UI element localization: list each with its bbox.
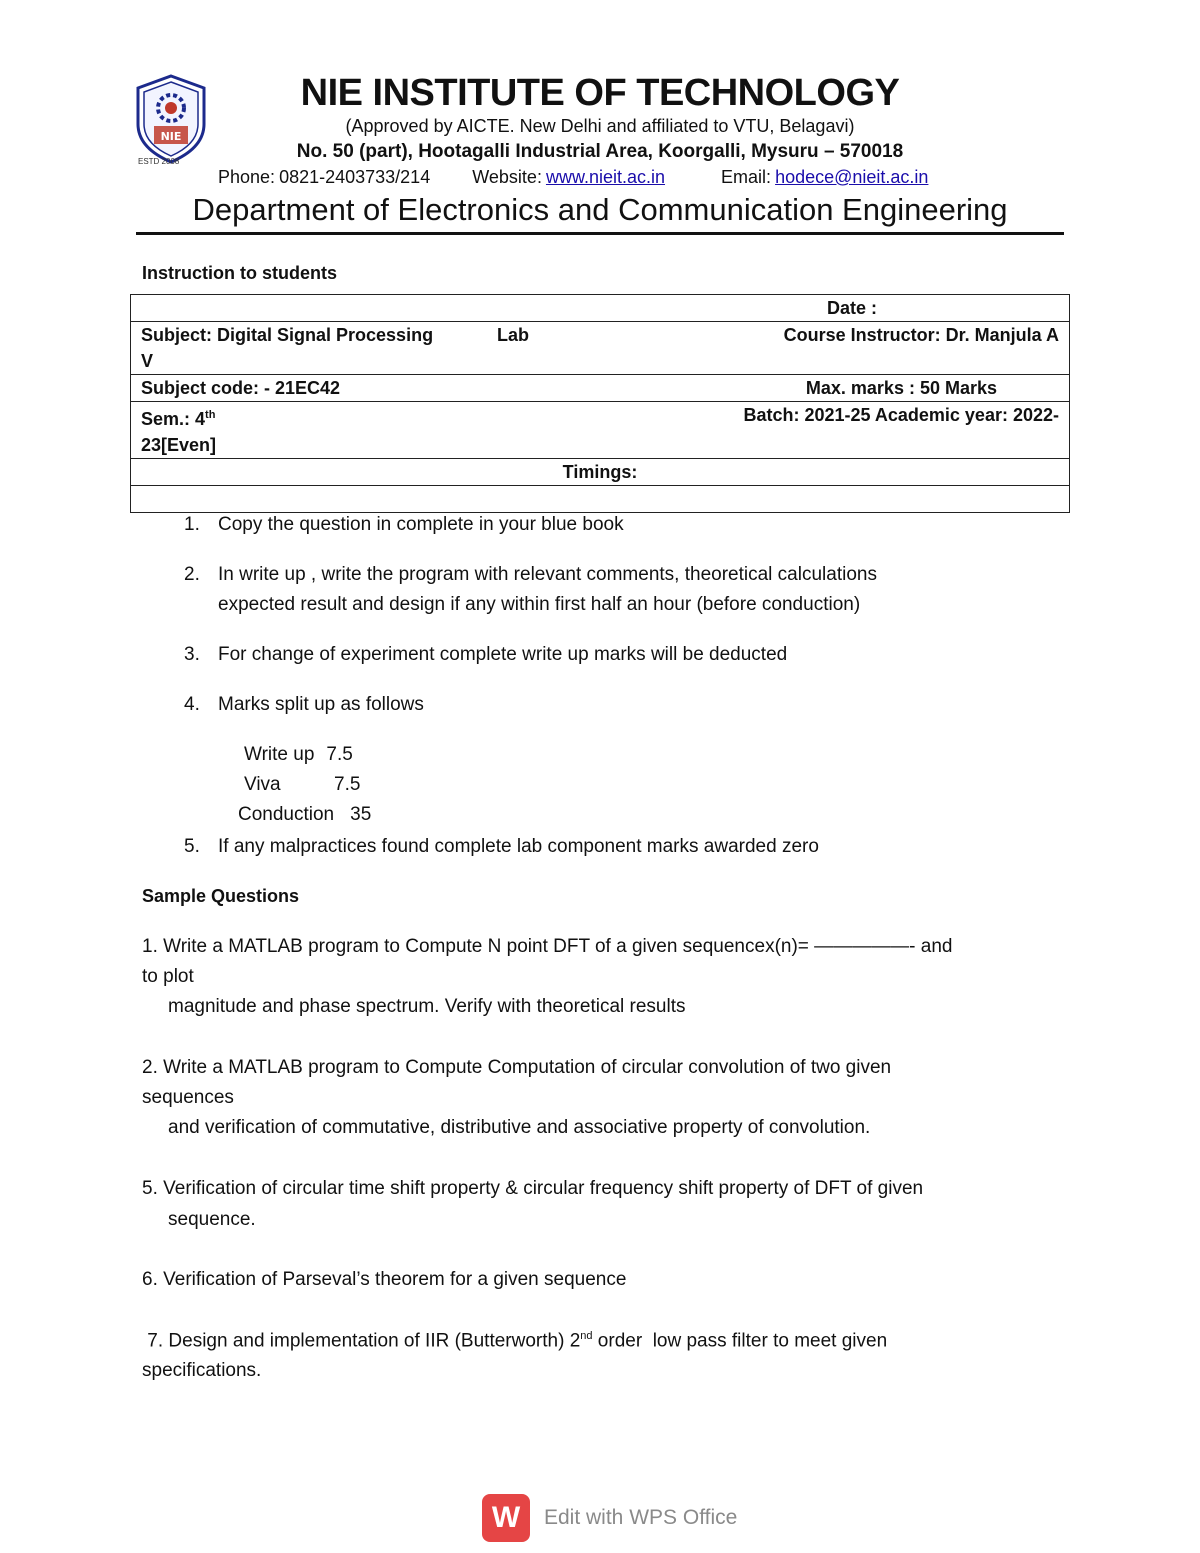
semester-suffix: th <box>205 409 216 421</box>
subject-code-cell <box>131 375 1070 402</box>
subject-continuation: V <box>141 351 154 371</box>
question-1-line-3: magnitude and phase spectrum. Verify with theoretical results <box>168 996 686 1017</box>
empty-cell <box>131 486 1070 513</box>
logo-caption: ESTD 2008 <box>138 157 180 166</box>
table-row <box>131 402 1070 459</box>
list-item: 5. If any malpractices found complete lab component marks awarded zero <box>184 836 819 857</box>
timings-cell <box>131 459 1070 486</box>
sem-cell <box>131 402 1070 459</box>
website-link[interactable]: www.nieit.ac.in <box>545 167 666 187</box>
list-item: 2. In write up , write the program with relevant comments, theoretical calculations <box>184 564 877 585</box>
wps-logo-icon: W <box>482 1494 530 1542</box>
question-2-line-2: sequences <box>142 1087 234 1108</box>
phone-label: Phone: <box>218 167 276 187</box>
phone-number: 0821-2403733/214 <box>279 167 431 187</box>
date-cell <box>131 295 1070 322</box>
svg-text:NIE: NIE <box>160 130 182 143</box>
question-2-line-1: 2. Write a MATLAB program to Compute Computation of circular convolution of two given <box>142 1057 892 1078</box>
year-continuation: 23[Even] <box>141 435 217 455</box>
list-item-continuation: expected result and design if any within first half an hour (before conduction) <box>218 594 861 615</box>
email-link[interactable]: hodece@nieit.ac.in <box>775 167 929 187</box>
logo-crest-icon <box>132 72 210 168</box>
table-row <box>131 459 1070 486</box>
question-7-line-2: specifications. <box>142 1360 262 1381</box>
sample-questions-heading: Sample Questions <box>142 886 300 906</box>
subject-cell <box>131 322 1070 375</box>
contact-line <box>218 167 928 188</box>
wps-edit-banner[interactable] <box>482 1494 742 1542</box>
max-marks: Max. marks : 50 Marks <box>805 378 997 398</box>
question-1-line-2: to plot <box>142 966 194 987</box>
header-divider <box>136 232 1064 235</box>
address-line: No. 50 (part), Hootagalli Industrial Area, Koorgalli, Mysuru – 570018 <box>296 141 904 162</box>
lab-label: Lab <box>497 325 530 345</box>
institute-logo <box>132 72 210 168</box>
approval-line: (Approved by AICTE. New Delhi and affiliated to VTU, Belagavi) <box>345 116 855 136</box>
instructions-heading: Instruction to students <box>142 263 337 283</box>
list-item: 4. Marks split up as follows <box>184 694 424 715</box>
question-2-line-3: and verification of commutative, distributive and associative property of convolution. <box>168 1117 871 1138</box>
table-row <box>131 375 1070 402</box>
marks-writeup: Write up 7.5 <box>244 744 353 765</box>
marks-conduction: Conduction 35 <box>238 804 372 825</box>
instructor-label: Course Instructor: Dr. Manjula A <box>783 325 1059 345</box>
subject-label: Subject: Digital Signal Processing <box>141 325 434 345</box>
question-5-line-2: sequence. <box>168 1209 256 1230</box>
timings-label: Timings: <box>562 462 638 482</box>
list-item: 1. Copy the question in complete in your blue book <box>184 514 624 535</box>
department-title: Department of Electronics and Communication Engineering <box>192 192 1008 227</box>
question-7-line-1: 7. Design and implementation of IIR (Butterworth) 2nd order low pass filter to meet given <box>142 1330 888 1352</box>
semester: Sem.: 4 <box>141 409 206 429</box>
wps-edit-label: Edit with WPS Office <box>544 1506 738 1529</box>
table-row <box>131 486 1070 513</box>
marks-viva: Viva 7.5 <box>244 774 361 795</box>
question-1-line-1: 1. Write a MATLAB program to Compute N point DFT of a given sequencex(n)= —————- and <box>142 936 953 957</box>
table-row <box>131 322 1070 375</box>
batch-year: Batch: 2021-25 Academic year: 2022- <box>743 405 1059 425</box>
question-5-line-1: 5. Verification of circular time shift property & circular frequency shift property of DFT of given <box>142 1178 924 1199</box>
website-label: Website: <box>472 167 542 187</box>
subject-code: Subject code: - 21EC42 <box>141 378 341 398</box>
date-label: Date : <box>827 298 878 318</box>
list-item: 3. For change of experiment complete write up marks will be deducted <box>184 644 788 665</box>
course-info-table <box>130 294 1070 513</box>
email-label: Email: <box>721 167 772 187</box>
table-row <box>131 295 1070 322</box>
institute-title: NIE INSTITUTE OF TECHNOLOGY <box>300 72 900 114</box>
question-6-line-1: 6. Verification of Parseval’s theorem for a given sequence <box>142 1269 627 1290</box>
